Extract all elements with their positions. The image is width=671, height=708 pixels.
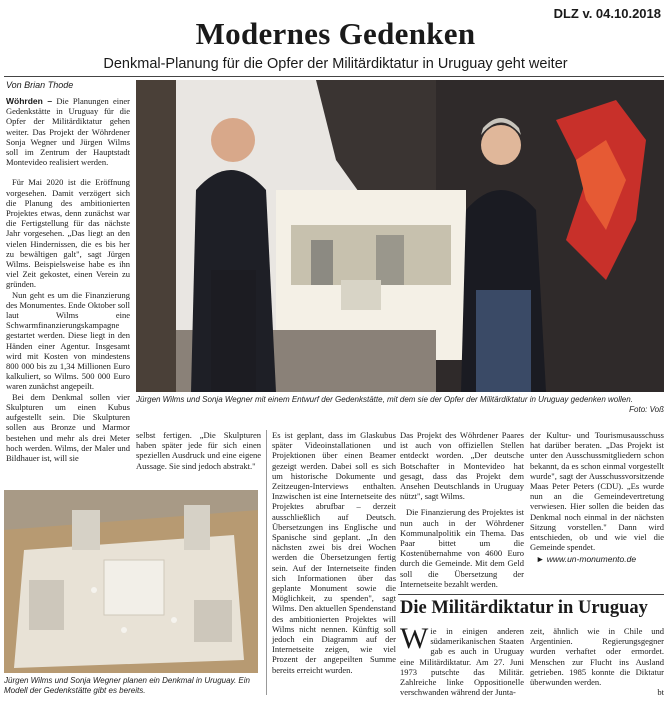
main-photo: [136, 80, 664, 392]
author-initials: bt: [657, 687, 664, 698]
website-link[interactable]: ► www.un-monumento.de: [536, 554, 637, 565]
lead-paragraph: Die Planungen einer Gedenkstätte in Uruguay für die Opfer der Militärdiktatur gehen weiter. Das Projekt der Wöhrdener Sonja Wegner und Jürgen Wilms soll im Zentrum der Hauptstadt Montevideo realisiert werden.: [6, 96, 130, 168]
article-column-2: [136, 430, 261, 471]
model-photo-caption: Jürgen Wilms und Sonja Wegner planen ein Denkmal in Uruguay. Ein Modell der Gedenkstätte gibt es bereits.: [4, 676, 250, 695]
drop-cap: W: [400, 622, 429, 655]
paragraph: Für Mai 2020 ist die Eröffnung vorgesehen. Damit verzögert sich die Planung des ambitionierten Projektes etwas, denn zunächst war die Fertigstellung für das nächste Jahr vorgesehen. „Das liegt an den vielen Hindernissen, die es bis her zu bewältigen galt", sagt Jürgen Wilms. Beispielsweise habe es ihn viel Zeit gekostet, einen Verein zu gründen.: [6, 177, 130, 290]
headline: Modernes Gedenken: [195, 16, 476, 51]
article-column-1: [6, 96, 130, 463]
main-photo-illustration: [136, 80, 664, 392]
info-box-column-left: [400, 622, 524, 698]
paragraph: Das Projekt des Wöhrdener Paares ist auch von offiziellen Stellen entdeckt worden. „Der deutsche Botschafter in Montevideo hat gesagt, dass das Projekt dem Ansehen Deutschlands in Uruguay nützt", sagt Wilms.: [400, 430, 524, 502]
newspaper-date-tag: DLZ v. 04.10.2018: [553, 6, 661, 21]
column-divider: [266, 430, 267, 695]
paragraph: Die Finanzierung des Projektes ist nun auch in der Wöhrdener Kommunalpolitik ein Thema. Das Paar bittet um die Kostenübernahme von 4600 Euro durch die Gemeinde. Mit dem Geld soll die Übersetzung der Internetseite bezahlt werden.: [400, 507, 524, 589]
model-photo-illustration: [4, 490, 258, 673]
paragraph: ie in einigen anderen südamerikanischen Staaten gab es auch in Uruguay eine Militärdiktatur. Am 27. Juni 1973 putschte das Militär. Zahlreiche linke Oppositionelle verschwanden während der Junta-: [400, 626, 524, 698]
paragraph: Bei dem Denkmal sollen vier Skulpturen um einen Kubus aufgestellt sein. Die Skulpturen sollen aus Bronze und Marmor bestehen und mehr als drei Meter hoch werden. Wilms, der Maler und Bildhauer ist, will sie: [6, 391, 130, 463]
byline: Von Brian Thode: [6, 80, 74, 90]
info-box-title: Die Militärdiktatur in Uruguay: [400, 598, 648, 618]
main-photo-caption: Jürgen Wilms und Sonja Wegner mit einem Entwurf der Gedenkstätte, mit dem sie der Opfer der Militärdiktatur in Uruguay gedenken wollen. Foto: Voß: [136, 395, 664, 414]
paragraph: Es ist geplant, dass im Glaskubus später Videoinstallationen und Projektionen über einen Beamer gezeigt werden. Dabei soll es sich um historische Dokumente und Zeitzeugen-Interviews enthalten. Inzwischen ist eine Internetseite des Projektes abrufbar – derzeit ausschließlich auf Deutsch. Übersetzungen ins Englische und Spanische sind geplant. „In den nächsten zwei bis drei Wochen werden die Übersetzungen fertig sein. Auf der Internetseite finden sich Informationen über das geplante Monument sowie die Möglichkeit, zu spenden", sagt Wilms. Den aktuellen Spendenstand des ambitionierten Projektes will Wilms nicht nennen. Künftig soll jedoch ein Diagramm auf der Internetseite zeigen, wie viel Prozent der angepeilten Summe bereits erreicht wurden.: [272, 430, 396, 675]
info-box-column-right: [530, 626, 664, 697]
paragraph: Nun geht es um die Finanzierung des Monumentes. Ende Oktober soll laut Wilms eine Schwarmfinanzierungskampagne gestartet werden. Diese liegt in den Händen einer Agentur. Insgesamt wird mit Kosten von mindestens 800 000 bis zu 1,34 Millionen Euro kalkuliert, so Wilms. 500 000 Euro waren zunächst angepeilt.: [6, 289, 130, 392]
paragraph: zeit, ähnlich wie in Chile und Argentinien. Regierungsgegner wurden verhaftet oder ermordet. Menschen zur Flucht ins Ausland getrieben. 1985 konnte die Diktatur überwunden werden.: [530, 626, 664, 688]
article-column-5: [530, 430, 664, 565]
article-column-3: [272, 430, 396, 675]
model-photo: [4, 490, 258, 673]
dateline: Wöhrden –: [6, 96, 53, 106]
subheadline: Denkmal-Planung für die Opfer der Militärdiktatur in Uruguay geht weiter: [103, 56, 568, 72]
paragraph: selbst fertigen. „Die Skulpturen haben später jede für sich einen speziellen Ausdruck und eine eigene Aussage. Sie sind jedoch abstrakt.": [136, 430, 261, 471]
box-rule: [398, 594, 664, 595]
paragraph: der Kultur- und Tourismusausschuss hat darüber beraten. „Das Projekt ist unter den Ausschussmitgliedern schon bekannt, da es schon einmal vorgestellt wurde", sagt der Ausschussvorsitzende Maas Peter Peters (CDU). „Es wurde nun an die Gemeindevertretung verwiesen. Hier sollen die beiden das Denkmal noch einmal in der nächsten Sitzung vorstellen." Dann wird entschieden, ob und wie viel die Gemeinde spendet.: [530, 430, 664, 553]
photo-credit: Foto: Voß: [629, 404, 664, 414]
header-rule: [4, 76, 664, 77]
article-column-4: [400, 430, 524, 589]
